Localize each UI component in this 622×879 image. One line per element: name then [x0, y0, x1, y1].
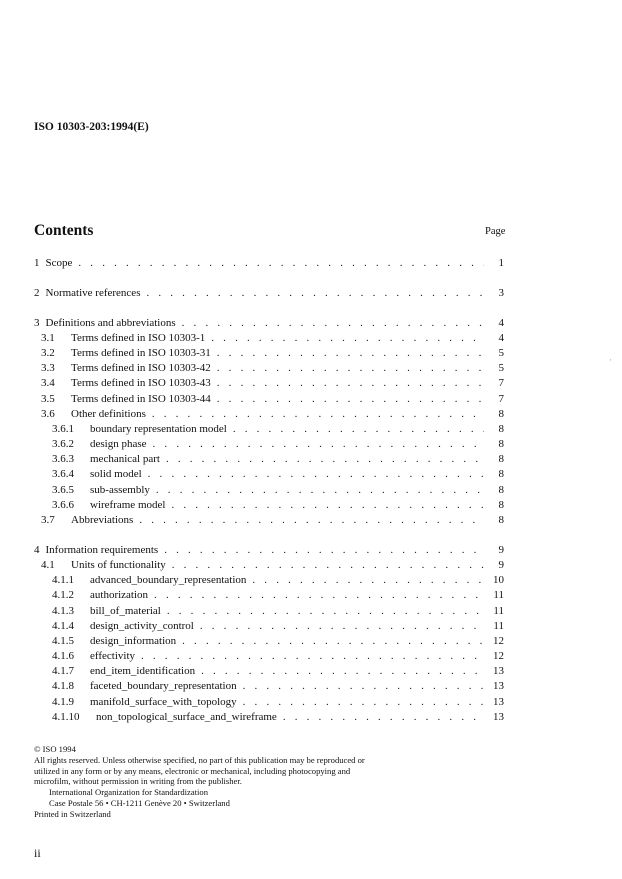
toc-entry-page: 8 — [498, 453, 504, 466]
toc-entry[interactable] — [34, 346, 504, 361]
toc-entry-number: 4.1.3 — [52, 604, 74, 617]
toc-entry-number: 3.1 — [41, 331, 55, 344]
toc-entry-number: 4.1.4 — [52, 619, 74, 632]
document-id: ISO 10303-203:1994(E) — [34, 121, 149, 133]
rights-line: utilized in any form or by any means, electronic or mechanical, including photocopying and — [34, 765, 351, 776]
toc-entry[interactable] — [34, 664, 504, 679]
toc-entry[interactable] — [34, 361, 504, 376]
toc-entry-title: wireframe model — [90, 498, 166, 511]
toc-leader-dots — [243, 679, 484, 694]
toc-entry-page: 12 — [493, 650, 504, 663]
toc-leader-dots — [243, 695, 484, 710]
toc-leader-dots — [217, 346, 484, 361]
toc-entry-page: 13 — [493, 665, 504, 678]
toc-entry-title: Definitions and abbreviations — [45, 316, 176, 329]
toc-entry[interactable] — [34, 392, 504, 407]
toc-leader-dots — [148, 467, 484, 482]
toc-entry[interactable] — [34, 467, 504, 482]
organization-name: International Organization for Standardization — [49, 787, 209, 798]
rights-line: microfilm, without permission in writing from the publisher. — [34, 776, 242, 787]
toc-entry-page: 1 — [498, 257, 504, 269]
toc-entry-title: end_item_identification — [90, 665, 196, 678]
toc-leader-dots — [233, 422, 484, 437]
toc-entry-page: 8 — [498, 468, 504, 481]
toc-entry-page: 7 — [498, 377, 504, 390]
toc-entry-number: 3.5 — [41, 392, 55, 405]
printed-in: Printed in Switzerland — [34, 808, 111, 819]
toc-entry-title: Terms defined in ISO 10303-42 — [71, 362, 211, 375]
toc-entry-title: bill_of_material — [90, 604, 161, 617]
rights-line: All rights reserved. Unless otherwise specified, no part of this publication may be reproduced or — [34, 754, 365, 765]
toc-leader-dots — [211, 331, 484, 346]
toc-entry[interactable] — [34, 483, 504, 498]
toc-entry-title: solid model — [90, 468, 142, 481]
toc-entry-number: 3.6.2 — [52, 438, 74, 451]
toc-leader-dots — [154, 588, 484, 603]
toc-entry-title: sub-assembly — [90, 483, 150, 496]
toc-leader-dots — [283, 710, 484, 725]
toc-entry-number: 1 — [34, 257, 40, 269]
toc-entry-title: Terms defined in ISO 10303-43 — [71, 377, 211, 390]
toc-entry[interactable] — [34, 710, 504, 725]
toc-entry-title: non_topological_surface_and_wireframe — [96, 710, 277, 723]
toc-entry-title: authorization — [90, 589, 149, 602]
toc-entry-page: 11 — [493, 619, 504, 632]
toc-entry[interactable] — [34, 286, 504, 301]
toc-entry[interactable] — [34, 452, 504, 467]
toc-entry-title: Normative references — [45, 286, 141, 299]
toc-leader-dots — [166, 452, 484, 467]
toc-spacer — [34, 301, 504, 316]
toc-leader-dots — [172, 558, 484, 573]
toc-entry-page: 8 — [498, 514, 504, 526]
margin-mark: · — [609, 355, 612, 365]
toc-entry[interactable] — [34, 679, 504, 694]
toc-entry-number: 4.1.8 — [52, 680, 74, 693]
toc-entry-page: 13 — [493, 695, 504, 708]
toc-entry-title: Other definitions — [71, 407, 146, 420]
toc-spacer — [34, 528, 504, 543]
toc-entry[interactable] — [34, 588, 504, 603]
toc-leader-dots — [164, 543, 484, 558]
toc-entry-title: faceted_boundary_representation — [90, 680, 237, 693]
toc-entry[interactable] — [34, 695, 504, 710]
toc-entry-page: 5 — [498, 362, 504, 375]
toc-entry[interactable] — [34, 543, 504, 558]
toc-entry-title: Abbreviations — [71, 514, 134, 526]
toc-entry-number: 4.1.1 — [52, 574, 74, 587]
toc-entry-page: 4 — [498, 331, 504, 344]
toc-leader-dots — [153, 437, 484, 452]
toc-leader-dots — [141, 649, 484, 664]
toc-entry-title: advanced_boundary_representation — [90, 574, 247, 587]
toc-entry-number: 4.1.9 — [52, 695, 74, 708]
toc-entry-page: 3 — [498, 286, 504, 299]
toc-entry-title: mechanical part — [90, 453, 160, 466]
toc-entry-page: 8 — [498, 422, 504, 435]
toc-entry-title: manifold_surface_with_topology — [90, 695, 237, 708]
toc-entry-number: 4 — [34, 543, 40, 556]
toc-entry-title: effectivity — [90, 650, 135, 663]
toc-entry-number: 3 — [34, 316, 40, 329]
toc-entry-title: boundary representation model — [90, 422, 227, 435]
toc-entry[interactable] — [34, 513, 504, 528]
toc-leader-dots — [139, 513, 484, 528]
toc-entry-number: 4.1 — [41, 558, 55, 571]
toc-entry-number: 3.6.4 — [52, 468, 74, 481]
toc-entry[interactable] — [34, 316, 504, 331]
toc-entry[interactable] — [34, 558, 504, 573]
toc-leader-dots — [146, 286, 484, 301]
toc-entry-number: 4.1.10 — [52, 710, 80, 723]
toc-entry[interactable] — [34, 619, 504, 634]
toc-entry[interactable] — [34, 649, 504, 664]
toc-entry-number: 2 — [34, 286, 40, 299]
toc-entry[interactable] — [34, 573, 504, 588]
toc-entry-page: 11 — [493, 589, 504, 602]
toc-entry-number: 3.3 — [41, 362, 55, 375]
toc-entry-number: 3.6 — [41, 407, 55, 420]
toc-entry[interactable] — [34, 498, 504, 513]
toc-entry-page: 8 — [498, 407, 504, 420]
toc-entry-number: 3.2 — [41, 346, 55, 359]
toc-entry-title: Units of functionality — [71, 558, 166, 571]
toc-leader-dots — [252, 573, 484, 588]
toc-entry[interactable] — [34, 331, 504, 346]
toc-entry-title: Terms defined in ISO 10303-1 — [71, 331, 206, 344]
toc-leader-dots — [78, 256, 484, 271]
toc-leader-dots — [167, 604, 484, 619]
toc-leader-dots — [217, 392, 484, 407]
toc-entry-page: 9 — [498, 558, 504, 571]
copyright-notice — [34, 744, 394, 820]
toc-leader-dots — [217, 376, 484, 391]
toc-entry-number: 4.1.2 — [52, 589, 74, 602]
toc-leader-dots — [182, 316, 484, 331]
toc-entry-page: 9 — [498, 543, 504, 556]
toc-entry[interactable] — [34, 422, 504, 437]
toc-entry[interactable] — [34, 256, 504, 271]
page-number: ii — [34, 846, 41, 860]
toc-entry-title: Information requirements — [45, 543, 159, 556]
toc-entry[interactable] — [34, 376, 504, 391]
toc-leader-dots — [152, 407, 484, 422]
toc-entry-page: 13 — [493, 710, 504, 723]
toc-entry-number: 3.4 — [41, 377, 55, 390]
toc-spacer — [34, 271, 504, 286]
toc-entry-page: 7 — [498, 392, 504, 405]
toc-entry-number: 3.6.6 — [52, 498, 74, 511]
toc-leader-dots — [182, 634, 484, 649]
toc-entry-title: design phase — [90, 438, 147, 451]
toc-leader-dots — [200, 619, 484, 634]
toc-entry[interactable] — [34, 634, 504, 649]
toc-entry-number: 3.6.3 — [52, 453, 74, 466]
toc-entry-number: 3.7 — [41, 514, 55, 526]
toc-leader-dots — [156, 483, 484, 498]
toc-leader-dots — [201, 664, 484, 679]
toc-entry-title: Terms defined in ISO 10303-44 — [71, 392, 211, 405]
toc-entry-page: 11 — [493, 604, 504, 617]
toc-entry-number: 4.1.5 — [52, 634, 74, 647]
toc-leader-dots — [171, 498, 484, 513]
toc-entry-page: 4 — [498, 316, 504, 329]
toc-entry-number: 4.1.6 — [52, 650, 74, 663]
toc-entry[interactable] — [34, 437, 504, 452]
copyright-line: © ISO 1994 — [34, 744, 76, 754]
toc-entry-page: 12 — [493, 634, 504, 647]
toc-entry-title: design_information — [90, 634, 177, 647]
toc-leader-dots — [217, 361, 484, 376]
toc-entry[interactable] — [34, 407, 504, 422]
toc-entry-page: 8 — [498, 438, 504, 451]
page-column-label: Page — [485, 226, 506, 237]
toc-entry-page: 8 — [498, 498, 504, 511]
toc-entry[interactable] — [34, 604, 504, 619]
toc-entry-page: 5 — [498, 346, 504, 359]
contents-heading: Contents — [34, 222, 94, 239]
organization-address: Case Postale 56 • CH-1211 Genève 20 • Switzerland — [49, 797, 230, 808]
toc-entry-page: 10 — [493, 574, 504, 587]
toc-entry-title: Scope — [45, 257, 73, 269]
toc-entry-page: 8 — [498, 483, 504, 496]
table-of-contents — [34, 256, 504, 725]
toc-entry-number: 3.6.5 — [52, 483, 74, 496]
toc-entry-title: design_activity_control — [90, 619, 194, 632]
toc-entry-title: Terms defined in ISO 10303-31 — [71, 346, 211, 359]
toc-entry-page: 13 — [493, 680, 504, 693]
toc-entry-number: 4.1.7 — [52, 665, 74, 678]
toc-entry-number: 3.6.1 — [52, 422, 74, 435]
